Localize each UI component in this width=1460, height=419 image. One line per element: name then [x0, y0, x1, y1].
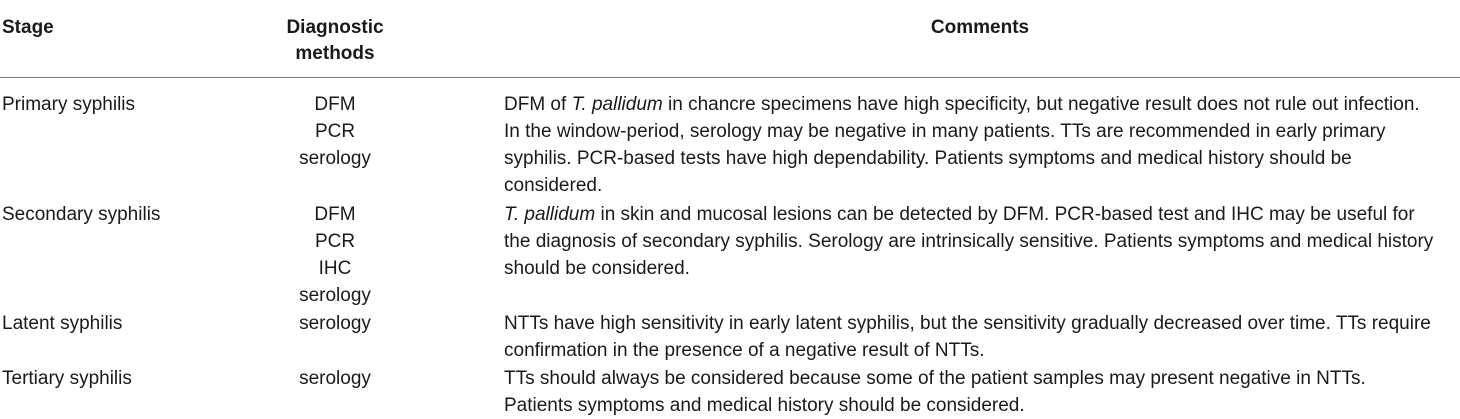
methods-cell	[255, 310, 415, 337]
comment-line	[504, 201, 1454, 228]
method-item: serology	[299, 313, 371, 334]
comment-text: TTs should always be considered because some of the patient samples may present negative in NTTs.	[504, 368, 1366, 389]
species-name: T. pallidum	[571, 94, 663, 115]
method-item: serology	[299, 368, 371, 389]
comment-text: confirmation in the presence of a negative result of NTTs.	[504, 340, 985, 361]
comment-line	[504, 337, 1454, 364]
method-item: IHC	[318, 258, 352, 279]
comments-cell	[504, 365, 1454, 419]
comments-cell	[504, 310, 1454, 364]
comment-line	[504, 172, 1454, 199]
comment-line	[504, 310, 1454, 337]
methods-cell	[255, 91, 415, 172]
methods-cell	[255, 365, 415, 392]
species-name: T. pallidum	[504, 204, 596, 225]
comment-line	[504, 365, 1454, 392]
stage-cell: Tertiary syphilis	[2, 368, 132, 389]
comment-line	[504, 255, 1454, 282]
header-stage: Stage	[2, 17, 54, 38]
comment-text: syphilis. PCR-based tests have high dependability. Patients symptoms and medical history should be	[504, 148, 1352, 169]
header-methods-line2: methods	[295, 43, 375, 64]
comment-text: NTTs have high sensitivity in early latent syphilis, but the sensitivity gradually decreased over time. TTs require	[504, 313, 1431, 334]
stage-cell: Primary syphilis	[2, 94, 136, 115]
comment-line	[504, 118, 1454, 145]
comment-text: In the window-period, serology may be negative in many patients. TTs are recommended in early primary	[504, 121, 1386, 142]
comment-line	[504, 392, 1454, 419]
comment-line	[504, 228, 1454, 255]
method-item: PCR	[314, 231, 356, 252]
method-item: DFM	[314, 94, 356, 115]
comment-text: considered.	[504, 175, 603, 196]
stage-cell: Latent syphilis	[2, 313, 123, 334]
comment-text: should be considered.	[504, 258, 690, 279]
comment-text: DFM of	[504, 94, 572, 115]
comment-text: in chancre specimens have high specificity, but negative result does not rule out infection.	[662, 94, 1420, 115]
method-item: DFM	[314, 204, 356, 225]
comment-text: Patients symptoms and medical history should be considered.	[504, 395, 1025, 416]
comment-line	[504, 91, 1454, 118]
method-item: serology	[299, 285, 371, 306]
table-header	[0, 0, 1460, 78]
stage-cell: Secondary syphilis	[2, 204, 161, 225]
header-comments: Comments	[930, 17, 1030, 38]
methods-cell	[255, 201, 415, 309]
comment-line	[504, 145, 1454, 172]
comments-cell	[504, 201, 1454, 282]
comment-text: in skin and mucosal lesions can be detected by DFM. PCR-based test and IHC may be useful for	[595, 204, 1415, 225]
header-methods-line1: Diagnostic	[286, 17, 384, 38]
method-item: PCR	[314, 121, 356, 142]
comments-cell	[504, 91, 1454, 199]
method-item: serology	[299, 148, 371, 169]
comment-text: the diagnosis of secondary syphilis. Serology are intrinsically sensitive. Patients symptoms and medical history	[504, 231, 1434, 252]
header-diagnostic-methods	[255, 15, 415, 67]
